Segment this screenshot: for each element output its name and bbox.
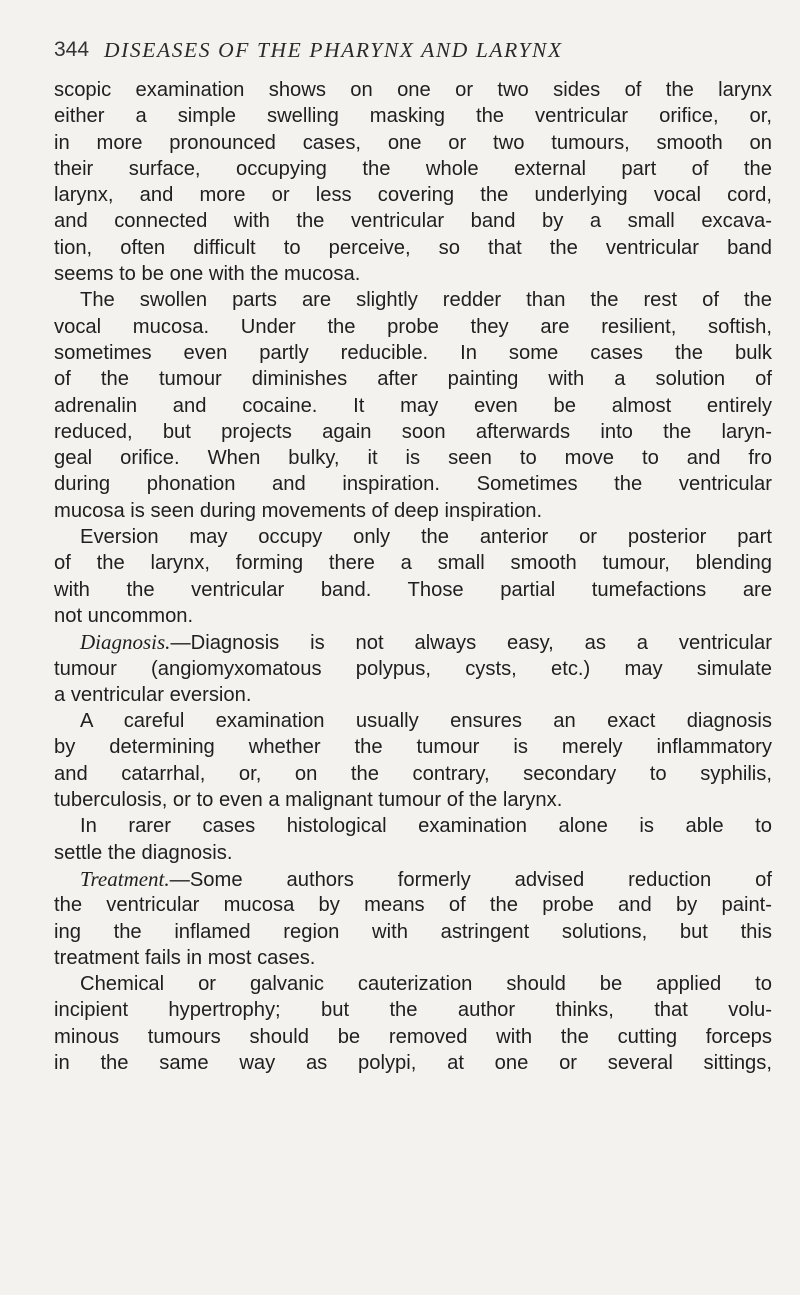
text-line: scopic examination shows on one or two sides of the larynx xyxy=(54,79,772,101)
text-line: settle the diagnosis. xyxy=(54,841,233,864)
text-line: the ventricular mucosa by means of the probe and by paint- xyxy=(54,894,772,917)
text-line: larynx, and more or less covering the underlying vocal cord, xyxy=(54,184,772,207)
text-line: in the same way as polypi, at one or several sittings, xyxy=(54,1051,772,1074)
text-line: with the ventricular band. Those partial tumefactions are xyxy=(54,578,772,601)
text-line: tuberculosis, or to even a malignant tumour of the larynx. xyxy=(54,789,563,812)
text-line: of the tumour diminishes after painting with a solution of xyxy=(54,368,772,391)
paragraph-start: The swollen parts are slightly redder than the rest of the xyxy=(80,289,772,312)
text-line: and connected with the ventricular band by a small excava- xyxy=(54,210,772,233)
diagnosis-heading: Diagnosis. xyxy=(80,630,171,655)
paragraph-start: Chemical or galvanic cauterization should be applied to xyxy=(80,973,772,996)
paragraph-start: A careful examination usually ensures an exact diagnosis xyxy=(80,710,772,733)
text-line: and catarrhal, or, on the contrary, secondary to syphilis, xyxy=(54,762,772,785)
text-line: vocal mucosa. Under the probe they are resilient, softish, xyxy=(54,315,772,338)
text-line: tion, often difficult to perceive, so that the ventricular band xyxy=(54,236,772,259)
text-line: during phonation and inspiration. Sometimes the ventricular xyxy=(54,473,772,496)
diagnosis-text: —Diagnosis is not always easy, as a ventricular xyxy=(170,632,772,655)
text-line: ing the inflamed region with astringent solutions, but this xyxy=(54,920,772,943)
text-line: sometimes even partly reducible. In some cases the bulk xyxy=(54,341,772,364)
text-line: incipient hypertrophy; but the author thinks, that volu- xyxy=(54,999,772,1022)
text-line: in more pronounced cases, one or two tumours, smooth on xyxy=(54,131,772,154)
treatment-heading: Treatment. xyxy=(80,866,170,891)
text-line: mucosa is seen during movements of deep inspiration. xyxy=(54,499,543,522)
treatment-paragraph-start xyxy=(54,866,772,892)
text-line: not uncommon. xyxy=(54,604,194,627)
text-line: seems to be one with the mucosa. xyxy=(54,263,361,286)
text-line: reduced, but projects again soon afterwards into the laryn- xyxy=(54,420,772,443)
text-line: of the larynx, forming there a small smooth tumour, blending xyxy=(54,552,772,575)
paragraph-start: In rarer cases histological examination alone is able to xyxy=(80,815,772,838)
page-number: 344 xyxy=(54,38,90,61)
text-line: tumour (angiomyxomatous polypus, cysts, etc.) may simulate xyxy=(54,657,772,680)
treatment-text: —Some authors formerly advised reduction of xyxy=(169,868,772,891)
text-line: a ventricular eversion. xyxy=(54,683,252,706)
text-line: by determining whether the tumour is merely inflammatory xyxy=(54,736,772,759)
text-line: geal orifice. When bulky, it is seen to move to and fro xyxy=(54,447,772,470)
text-line: minous tumours should be removed with the cutting forceps xyxy=(54,1025,772,1048)
body-text xyxy=(54,77,772,1076)
text-line: their surface, occupying the whole external part of the xyxy=(54,157,772,180)
running-head xyxy=(54,38,774,68)
diagnosis-paragraph-start xyxy=(54,629,772,655)
text-line: treatment fails in most cases. xyxy=(54,946,316,969)
paragraph-start: Eversion may occupy only the anterior or posterior part xyxy=(80,526,772,549)
text-line: adrenalin and cocaine. It may even be almost entirely xyxy=(54,394,772,417)
text-line: either a simple swelling masking the ventricular orifice, or, xyxy=(54,105,772,128)
running-title: DISEASES OF THE PHARYNX AND LARYNX xyxy=(104,38,563,62)
